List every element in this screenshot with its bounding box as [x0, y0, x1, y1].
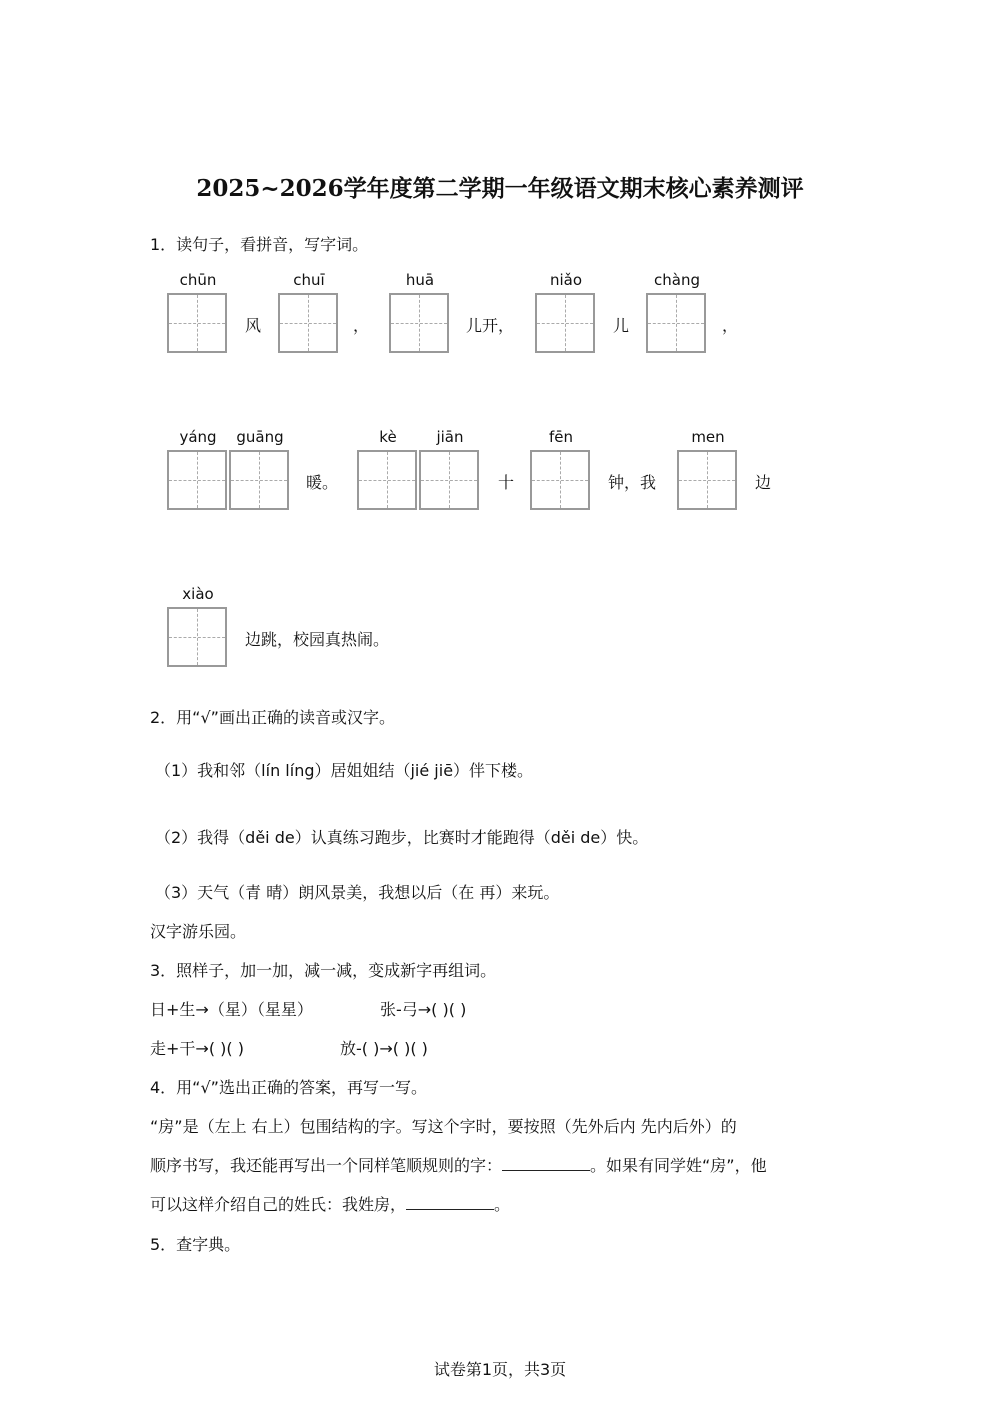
- section-heading: 汉字游乐园。: [150, 922, 247, 941]
- q4-line-3: [150, 1192, 510, 1215]
- text-comma: ，: [722, 316, 739, 335]
- q4-line-2-text: 顺序书写，我还能再写出一个同样笔顺规则的字：: [150, 1156, 503, 1175]
- pinyin-hua: huā: [405, 271, 435, 289]
- pinyin-chun: chūn: [179, 271, 217, 289]
- pinyin-men: men: [691, 428, 725, 446]
- q4-line-3-tail: 。: [494, 1195, 511, 1214]
- writing-box[interactable]: [535, 293, 595, 353]
- pinyin-yang: yáng: [179, 428, 217, 446]
- writing-box[interactable]: [167, 450, 227, 510]
- text-nuan: 暖。: [306, 473, 339, 492]
- page-footer: 试卷第1页，共3页: [433, 1360, 567, 1379]
- answer-blank[interactable]: [502, 1156, 590, 1171]
- q2-sentence-1: （1）我和邻（lín líng）居姐姐结（jié jiē）伴下楼。: [155, 761, 534, 780]
- text-bian: 边: [755, 473, 772, 492]
- q3-item-fang: 放-( )→( )( ): [340, 1039, 428, 1058]
- writing-box[interactable]: [278, 293, 338, 353]
- pinyin-fen: fēn: [548, 428, 574, 446]
- pinyin-niao: niǎo: [549, 271, 583, 289]
- writing-box[interactable]: [530, 450, 590, 510]
- writing-box[interactable]: [419, 450, 479, 510]
- q1-heading: 1．读句子，看拼音，写字词。: [150, 235, 369, 254]
- writing-box[interactable]: [357, 450, 417, 510]
- writing-box[interactable]: [677, 450, 737, 510]
- writing-box[interactable]: [646, 293, 706, 353]
- text-comma: ，: [353, 316, 370, 335]
- writing-box[interactable]: [167, 607, 227, 667]
- writing-box[interactable]: [229, 450, 289, 510]
- q3-item-zhang: 张-弓→( )( ): [380, 1000, 467, 1019]
- q4-line-3-text: 可以这样介绍自己的姓氏：我姓房，: [150, 1195, 407, 1214]
- writing-box[interactable]: [389, 293, 449, 353]
- pinyin-ke: kè: [379, 428, 397, 446]
- q3-heading: 3．照样子，加一加，减一减，变成新字再组词。: [150, 961, 497, 980]
- q4-heading: 4．用“√”选出正确的答案，再写一写。: [150, 1078, 427, 1097]
- answer-blank[interactable]: [406, 1195, 494, 1210]
- text-shi: 十: [498, 473, 515, 492]
- q3-item-zou: 走+干→( )( ): [150, 1039, 244, 1058]
- text-zhongwo: 钟，我: [608, 473, 657, 492]
- q4-line-2: [150, 1153, 767, 1176]
- text-erkai: 儿开，: [466, 316, 515, 335]
- pinyin-jian: jiān: [436, 428, 464, 446]
- page-title: 2025~2026学年度第二学期一年级语文期末核心素养测评: [196, 175, 804, 202]
- pinyin-chui: chuī: [293, 271, 325, 289]
- pinyin-guang: guāng: [236, 428, 284, 446]
- q4-line-2-tail: 。如果有同学姓“房”，他: [590, 1156, 767, 1175]
- q3-example: 日+生→（星）（星星）: [150, 1000, 313, 1019]
- q2-sentence-2: （2）我得（děi de）认真练习跑步，比赛时才能跑得（děi de）快。: [155, 828, 649, 847]
- writing-box[interactable]: [167, 293, 227, 353]
- q2-sentence-3: （3）天气（青 晴）朗风景美，我想以后（在 再）来玩。: [155, 883, 560, 902]
- text-er: 儿: [613, 316, 630, 335]
- q5-heading: 5．查字典。: [150, 1235, 241, 1254]
- pinyin-chang: chàng: [654, 271, 700, 289]
- q2-heading: 2．用“√”画出正确的读音或汉字。: [150, 708, 395, 727]
- text-feng: 风: [245, 316, 262, 335]
- q4-line-1: “房”是（左上 右上）包围结构的字。写这个字时，要按照（先外后内 先内后外）的: [150, 1117, 737, 1136]
- pinyin-xiao: xiào: [182, 585, 214, 603]
- text-end: 边跳，校园真热闹。: [245, 630, 390, 649]
